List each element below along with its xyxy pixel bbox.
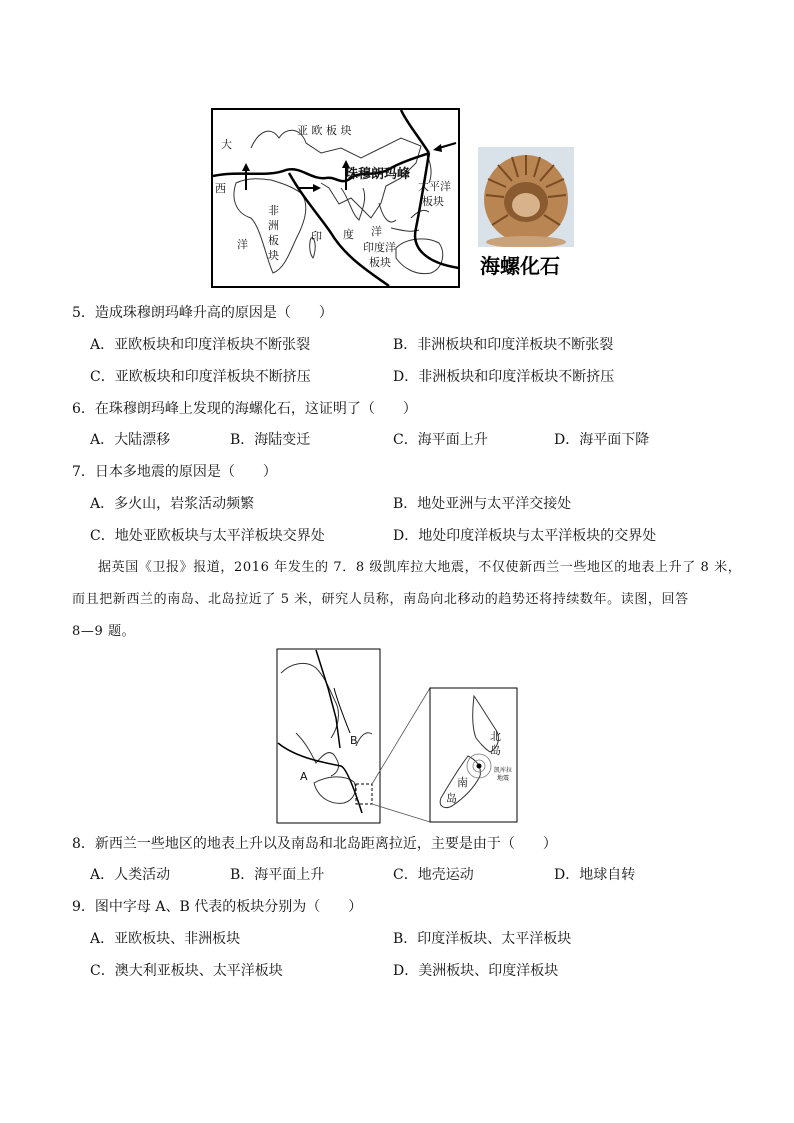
question-5-stem: 5．造成珠穆朗玛峰升高的原因是（ ） [72, 305, 333, 321]
label-yang2: 洋 [371, 225, 382, 238]
label-quake-1: 凯库拉 [494, 767, 513, 774]
passage-line-1: 据英国《卫报》报道，2016 年发生的 7．8 级凯库拉大地震，不仅使新西兰一些地区的地表上升了 8 米， [98, 560, 742, 575]
label-qomolangma: 珠穆朗玛峰 [345, 167, 411, 182]
question-8-stem: 8．新西兰一些地区的地表上升以及南岛和北岛距离拉近，主要是由于（ ） [72, 836, 557, 852]
label-quake-2: 地震 [497, 775, 510, 782]
label-north-island-1: 北 [490, 730, 501, 743]
question-8-option-d[interactable]: D．地球自转 [554, 867, 636, 883]
label-african-1: 非 [268, 204, 279, 217]
label-yin: 印 [311, 230, 322, 243]
question-6-stem: 6．在珠穆朗玛峰上发现的海螺化石，这证明了（ ） [72, 401, 417, 417]
label-eurasian: 亚 欧 板 块 [297, 124, 352, 137]
question-9-stem: 9．图中字母 A、B 代表的板块分别为（ ） [72, 899, 363, 915]
question-7-stem: 7．日本多地震的原因是（ ） [72, 464, 277, 480]
label-north-island-2: 岛 [490, 744, 501, 757]
seashell-fossil-icon [478, 147, 574, 247]
plate-map-svg [211, 108, 460, 288]
label-south-island-1: 南 [457, 776, 468, 789]
question-9-option-d[interactable]: D．美洲板块、印度洋板块 [393, 963, 559, 979]
question-8-option-a[interactable]: A．人类活动 [90, 867, 171, 883]
passage-line-3: 8—9 题。 [72, 624, 136, 639]
new-zealand-map-svg [276, 648, 518, 824]
question-5-option-a[interactable]: A．亚欧板块和印度洋板块不断张裂 [90, 337, 311, 353]
question-6-option-a[interactable]: A．大陆漂移 [90, 432, 171, 448]
question-5-option-d[interactable]: D．非洲板块和印度洋板块不断挤压 [393, 369, 615, 385]
label-south-island-2: 岛 [446, 792, 457, 805]
question-8-option-c[interactable]: C．地壳运动 [393, 867, 474, 883]
question-7-option-a[interactable]: A．多火山，岩浆活动频繁 [90, 496, 255, 512]
label-yang: 洋 [237, 238, 248, 251]
question-6-option-d[interactable]: D．海平面下降 [554, 432, 650, 448]
question-6-option-b[interactable]: B．海陆变迁 [230, 432, 311, 448]
question-9-option-a[interactable]: A．亚欧板块、非洲板块 [90, 931, 241, 947]
label-indian-1: 印度洋 [363, 241, 396, 254]
question-7-option-d[interactable]: D．地处印度洋板块与太平洋板块的交界处 [393, 528, 657, 544]
label-da: 大 [221, 138, 232, 151]
question-5-option-b[interactable]: B．非洲板块和印度洋板块不断张裂 [393, 337, 614, 353]
passage-line-2: 而且把新西兰的南岛、北岛拉近了 5 米，研究人员称，南岛向北移动的趋势还将持续数年。读图，回答 [72, 592, 689, 607]
question-7-option-b[interactable]: B．地处亚洲与太平洋交接处 [393, 496, 572, 512]
question-7-option-c[interactable]: C．地处亚欧板块与太平洋板块交界处 [90, 528, 325, 544]
fossil-photo [478, 147, 574, 247]
label-du: 度 [343, 228, 354, 241]
fossil-caption: 海螺化石 [480, 254, 560, 278]
label-pacific-2: 板块 [422, 195, 444, 208]
label-plate-a: A [300, 770, 308, 783]
plate-map [211, 108, 460, 288]
new-zealand-map [276, 648, 518, 824]
label-indian-2: 板块 [369, 256, 391, 269]
question-9-option-b[interactable]: B．印度洋板块、太平洋板块 [393, 931, 572, 947]
question-5-option-c[interactable]: C．亚欧板块和印度洋板块不断挤压 [90, 369, 311, 385]
label-african-3: 板 [268, 234, 279, 247]
question-9-option-c[interactable]: C．澳大利亚板块、太平洋板块 [90, 963, 283, 979]
label-african-2: 洲 [268, 219, 279, 232]
question-8-option-b[interactable]: B．海平面上升 [230, 867, 325, 883]
label-plate-b: B [350, 734, 358, 747]
label-xi: 西 [215, 182, 226, 195]
label-pacific-1: 太平洋 [418, 180, 451, 193]
question-6-option-c[interactable]: C．海平面上升 [393, 432, 488, 448]
label-african-4: 块 [268, 249, 279, 262]
